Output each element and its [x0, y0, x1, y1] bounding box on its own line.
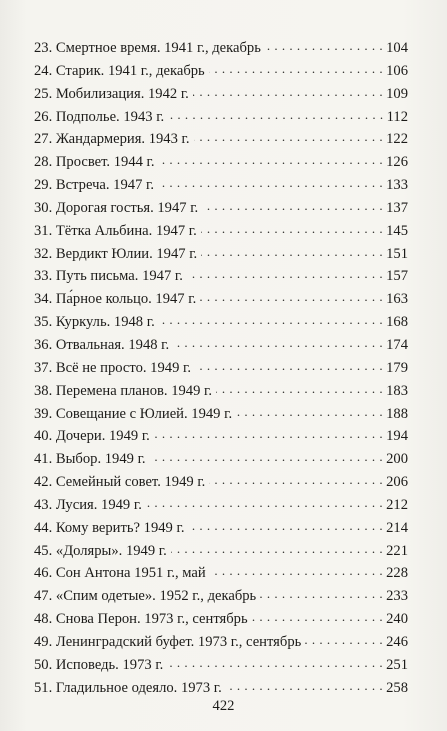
toc-entry-page: 168	[386, 314, 408, 331]
toc-entry-page: 194	[386, 428, 408, 445]
dot-leader	[202, 200, 383, 212]
toc-entry-page: 258	[386, 679, 408, 696]
toc-entry-page: 179	[386, 359, 408, 376]
dot-leader	[187, 268, 383, 280]
toc-entry-title: 37. Всё не просто. 1949 г.	[34, 359, 192, 376]
toc-entry-page: 133	[386, 177, 408, 194]
toc-entry-title: 46. Сон Антона 1951 г., май	[34, 565, 206, 582]
toc-entry	[34, 220, 408, 243]
toc-entry	[34, 425, 408, 448]
toc-entry-page: 214	[386, 519, 408, 536]
toc-entry	[34, 403, 408, 426]
toc-entry	[34, 631, 408, 654]
toc-entry-title: 33. Путь письма. 1947 г.	[34, 268, 183, 285]
toc-entry-page: 145	[386, 222, 408, 239]
toc-entry-title: 48. Снова Перон. 1973 г., сентябрь	[34, 611, 248, 628]
dot-leader	[201, 246, 383, 258]
toc-entry-page: 112	[386, 108, 408, 125]
dot-leader	[236, 406, 383, 418]
toc-entry	[34, 608, 408, 631]
toc-entry-title: 38. Перемена планов. 1949 г.	[34, 382, 213, 399]
toc-entry-title: 50. Исповедь. 1973 г.	[34, 656, 164, 673]
toc-entry	[34, 37, 408, 60]
toc-entry	[34, 197, 408, 220]
toc-entry	[34, 357, 408, 380]
toc-entry	[34, 334, 408, 357]
toc-entry	[34, 448, 408, 471]
toc-entry-page: 106	[386, 62, 408, 79]
toc-entry-page: 109	[386, 85, 408, 102]
dot-leader	[209, 474, 383, 486]
toc-entry-title: 39. Совещание с Юлией. 1949 г.	[34, 405, 233, 422]
dot-leader	[159, 314, 383, 326]
toc-entry-page: 251	[386, 656, 408, 673]
toc-entry	[34, 380, 408, 403]
toc-entry-page: 228	[386, 565, 408, 582]
toc-entry-title: 26. Подполье. 1943 г.	[34, 108, 165, 125]
dot-leader	[168, 109, 383, 121]
toc-entry-page: 163	[386, 291, 408, 308]
toc-entry-page: 151	[386, 245, 408, 262]
toc-entry-title: 29. Встреча. 1947 г.	[34, 177, 155, 194]
toc-entry	[34, 243, 408, 266]
dot-leader	[173, 337, 383, 349]
toc-entry-page: 183	[386, 382, 408, 399]
toc-entry-title: 43. Лусия. 1949 г.	[34, 496, 142, 513]
toc-entry	[34, 494, 408, 517]
toc-entry-title: 30. Дорогая гостья. 1947 г.	[34, 199, 199, 216]
dot-leader	[159, 154, 384, 166]
toc-entry-page: 188	[386, 405, 408, 422]
toc-entry	[34, 174, 408, 197]
toc-entry-title: 27. Жандармерия. 1943 г.	[34, 131, 190, 148]
dot-leader	[158, 177, 383, 189]
toc-entry	[34, 311, 408, 334]
toc-entry-title: 25. Мобилизация. 1942 г.	[34, 85, 189, 102]
toc-entry-title: 35. Куркуль. 1948 г.	[34, 314, 155, 331]
toc-entry-title: 24. Старик. 1941 г., декабрь	[34, 62, 205, 79]
dot-leader	[265, 40, 383, 52]
dot-leader	[167, 657, 383, 669]
toc-entry-page: 126	[386, 154, 408, 171]
toc-entry-page: 212	[386, 496, 408, 513]
toc-entry	[34, 128, 408, 151]
toc-entry	[34, 517, 408, 540]
dot-leader	[171, 543, 383, 555]
dot-leader	[305, 634, 383, 646]
toc-entry	[34, 106, 408, 129]
dot-leader	[193, 86, 383, 98]
toc-entry-title: 32. Вердикт Юлии. 1947 г.	[34, 245, 198, 262]
toc-entry-title: 31. Тётка Альбина. 1947 г.	[34, 222, 197, 239]
dot-leader	[195, 360, 383, 372]
toc-entry-page: 137	[386, 199, 408, 216]
toc-entry-page: 157	[386, 268, 408, 285]
toc-entry-page: 104	[386, 40, 408, 56]
toc-entry-title: 28. Просвет. 1944 г.	[34, 154, 155, 171]
toc-entry-title: 44. Кому верить? 1949 г.	[34, 519, 185, 536]
toc-entry	[34, 540, 408, 563]
toc-entry-title: 41. Выбор. 1949 г.	[34, 451, 146, 468]
toc-entry-title: 47. «Спим одетые». 1952 г., декабрь	[34, 588, 257, 605]
toc-entry-title: 49. Ленинградский буфет. 1973 г., сентябрь	[34, 633, 302, 650]
toc-entry-title: 40. Дочери. 1949 г.	[34, 428, 150, 445]
dot-leader	[146, 497, 383, 509]
dot-leader	[200, 291, 383, 303]
toc-entry-title: 45. «Доляры». 1949 г.	[34, 542, 167, 559]
dot-leader	[226, 680, 383, 692]
toc-entry-page: 240	[386, 611, 408, 628]
dot-leader	[210, 565, 383, 577]
toc-entry-title: 51. Гладильное одеяло. 1973 г.	[34, 679, 222, 696]
toc-entry	[34, 151, 408, 174]
toc-entry-page: 122	[386, 131, 408, 148]
toc-entry	[34, 654, 408, 677]
toc-entry-page: 246	[386, 633, 408, 650]
toc-entry-title: 34. Па́рное кольцо. 1947 г.	[34, 291, 197, 308]
dot-leader	[150, 451, 384, 463]
dot-leader	[209, 63, 383, 75]
toc-entry	[34, 288, 408, 311]
dot-leader	[154, 428, 383, 440]
toc-entry	[34, 471, 408, 494]
toc-entry-page: 233	[386, 588, 408, 605]
toc-entry	[34, 265, 408, 288]
toc-entry	[34, 585, 408, 608]
toc-entry-title: 42. Семейный совет. 1949 г.	[34, 474, 206, 491]
dot-leader	[188, 520, 383, 532]
dot-leader	[216, 383, 383, 395]
toc-entry-page: 206	[386, 474, 408, 491]
toc-entry	[34, 562, 408, 585]
toc-entry-title: 36. Отвальная. 1948 г.	[34, 336, 170, 353]
toc-entry-page: 221	[386, 542, 408, 559]
dot-leader	[201, 223, 383, 235]
table-of-contents	[34, 37, 408, 699]
toc-entry-page: 200	[386, 451, 408, 468]
dot-leader	[194, 131, 384, 143]
toc-entry	[34, 60, 408, 83]
dot-leader	[252, 611, 383, 623]
toc-entry	[34, 83, 408, 106]
toc-entry-title: 23. Смертное время. 1941 г., декабрь	[34, 40, 261, 56]
page-number: 422	[212, 698, 235, 714]
dot-leader	[260, 588, 383, 600]
toc-entry-page: 174	[386, 336, 408, 353]
